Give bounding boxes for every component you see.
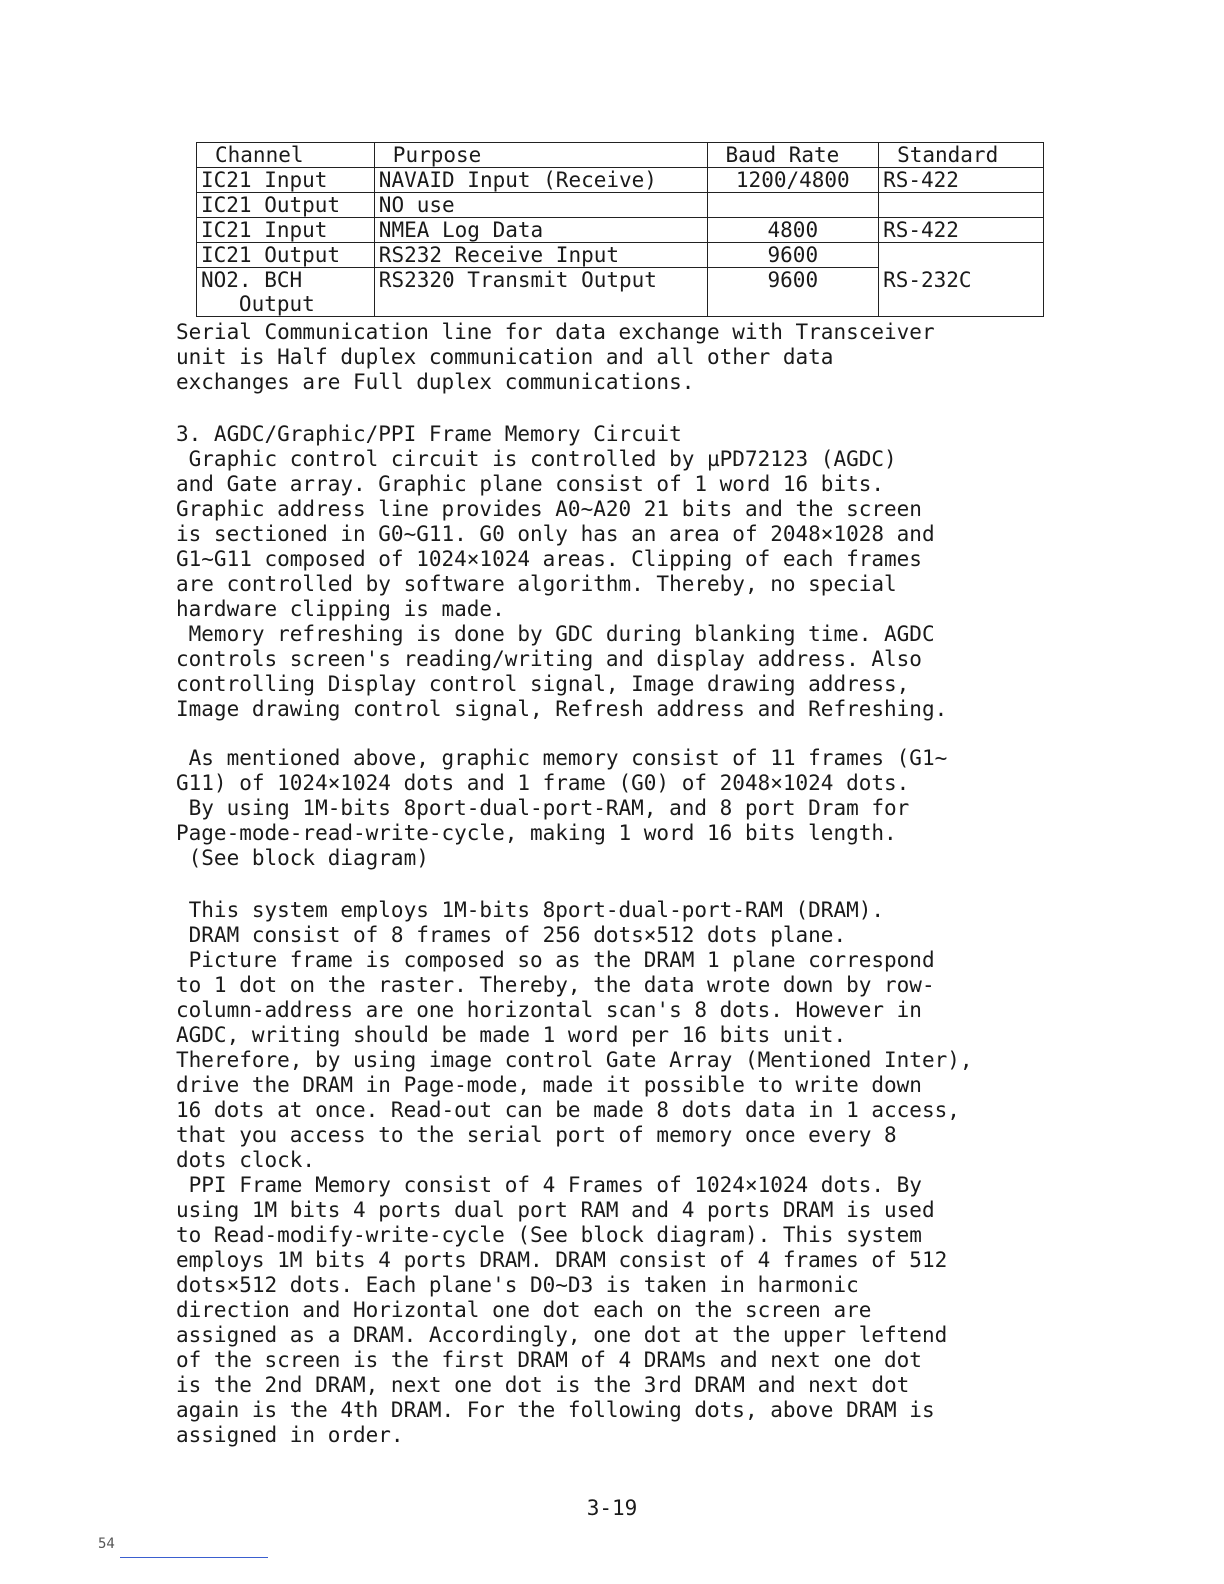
page-number: 3-19 [586,1496,638,1520]
cell-standard: RS-422 [879,168,1044,193]
cell-purpose: NAVAID Input (Receive) [374,168,707,193]
cell-purpose: NO use [374,193,707,218]
paragraph-serial-communication: Serial Communication line for data exchange with Transceiver unit is Half duplex communication and all other data exchanges are Full duplex communications. [176,320,935,394]
header-standard: Standard [879,143,1044,168]
header-purpose: Purpose [374,143,707,168]
cell-baud-rate: 9600 [707,243,879,268]
table-row [197,243,1044,268]
cell-standard [879,193,1044,218]
cell-purpose: RS232 Receive Input [374,243,707,268]
cell-purpose: NMEA Log Data [374,218,707,243]
cell-purpose: RS2320 Transmit Output [374,268,707,317]
header-channel: Channel [197,143,375,168]
cell-channel: NO2. BCH Output [197,268,375,317]
cell-baud-rate [707,193,879,218]
cell-channel: IC21 Input [197,168,375,193]
table-row [197,168,1044,193]
cell-channel: IC21 Input [197,218,375,243]
cell-baud-rate: 1200/4800 [707,168,879,193]
cell-channel: IC21 Output [197,243,375,268]
cell-channel: IC21 Output [197,193,375,218]
table-row [197,193,1044,218]
corner-mark: 54 [98,1536,115,1552]
header-baud-rate: Baud Rate [707,143,879,168]
cell-baud-rate: 9600 [707,268,879,317]
cell-standard: RS-232C [879,243,1044,317]
table-header-row [197,143,1044,168]
serial-channel-table [196,142,1044,317]
table-row [197,218,1044,243]
cell-standard: RS-422 [879,218,1044,243]
paragraph-dram-system: This system employs 1M-bits 8port-dual-port-RAM (DRAM). DRAM consist of 8 frames of 256 dots×512 dots plane. Picture frame is composed so as the DRAM 1 plane correspond to 1 dot on the raster. Thereby, the data wrote down by row- column-address are one horizontal scan's 8 dots. However in AGDC, writing should be made 1 word per 16 bits unit. Therefore, by using image control Gate Array (Mentioned Inter), drive the DRAM in Page-mode, made it possible to write down 16 dots at once. Read-out can be made 8 dots data in 1 access, that you access to the serial port of memory once every 8 dots clock. PPI Frame Memory consist of 4 Frames of 1024×1024 dots. By using 1M bits 4 ports dual port RAM and 4 ports DRAM is used to Read-modify-write-cycle (See block diagram). This system employs 1M bits 4 ports DRAM. DRAM consist of 4 frames of 512 dots×512 dots. Each plane's D0~D3 is taken in harmonic direction and Horizontal one dot each on the screen are assigned as a DRAM. Accordingly, one dot at the upper leftend of the screen is the first DRAM of 4 DRAMs and next one dot is the 2nd DRAM, next one dot is the 3rd DRAM and next dot again is the 4th DRAM. For the following dots, above DRAM is assigned in order. [176,898,973,1447]
cell-baud-rate: 4800 [707,218,879,243]
footer-rule [120,1557,268,1558]
paragraph-agdc-frame-memory: 3. AGDC/Graphic/PPI Frame Memory Circuit Graphic control circuit is controlled by µPD72123 (AGDC) and Gate array. Graphic plane consist of 1 word 16 bits. Graphic address line provides A0~A20 21 bits and the screen is sectioned in G0~G11. G0 only has an area of 2048×1028 and G1~G11 composed of 1024×1024 areas. Clipping of each frames are controlled by software algorithm. Thereby, no special hardware clipping is made. Memory refreshing is done by GDC during blanking time. AGDC controls screen's reading/writing and display address. Also controlling Display control signal, Image drawing address, Image drawing control signal, Refresh address and Refreshing. [176,422,948,721]
paragraph-graphic-memory: As mentioned above, graphic memory consist of 11 frames (G1~ G11) of 1024×1024 dots and 1 frame (G0) of 2048×1024 dots. By using 1M-bits 8port-dual-port-RAM, and 8 port Dram for Page-mode-read-write-cycle, making 1 word 16 bits length. (See block diagram) [176,746,948,870]
